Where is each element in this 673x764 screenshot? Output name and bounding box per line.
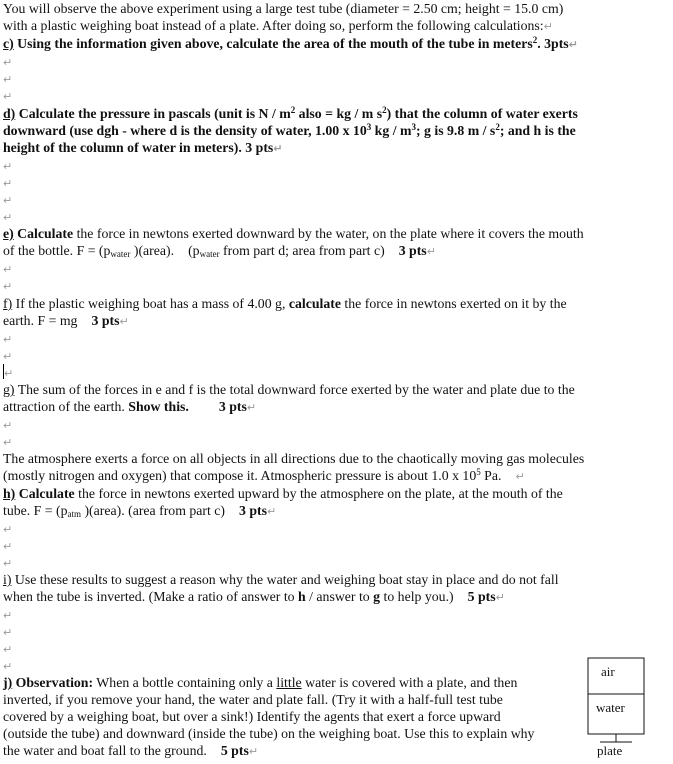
empty-line: ↵ <box>3 436 13 449</box>
question-letter: c) <box>3 36 14 51</box>
empty-line: ↵ <box>3 160 13 173</box>
empty-line: ↵ <box>3 90 13 103</box>
empty-line: ↵ <box>3 419 13 432</box>
empty-line: ↵ <box>3 540 13 553</box>
empty-line: ↵ <box>3 609 13 622</box>
empty-line: ↵ <box>3 177 13 190</box>
empty-line: ↵ <box>3 211 13 224</box>
air-label: air <box>601 664 615 679</box>
empty-line: ↵ <box>3 364 633 381</box>
document-body <box>3 0 633 760</box>
question-letter: f) <box>3 296 13 311</box>
inverted-bottle-diagram <box>586 656 646 760</box>
return-mark: ↵ <box>543 20 553 33</box>
plate-label: plate <box>597 743 623 758</box>
empty-line: ↵ <box>3 73 13 86</box>
question-g: g) The sum of the forces in e and f is the total downward force exerted by the water and plate due to the attraction of the earth. Show this. 3 pts↵ <box>3 382 575 414</box>
empty-line: ↵ <box>3 263 13 276</box>
points-label: 5 pts <box>467 589 496 604</box>
bottle-outline <box>588 658 644 734</box>
empty-line: ↵ <box>3 557 13 570</box>
intro-line-2: with a plastic weighing boat instead of a plate. After doing so, perform the following calculations:↵ <box>3 18 553 33</box>
intro-line-1: You will observe the above experiment using a large test tube (diameter = 2.50 cm; height = 15.0 cm) <box>3 1 564 16</box>
question-letter: j) <box>3 675 13 690</box>
points-label: 3 pts <box>239 503 267 518</box>
empty-line: ↵ <box>3 523 13 536</box>
question-letter: g) <box>3 382 15 397</box>
question-c: c) Using the information given above, calculate the area of the mouth of the tube in meters$^2$. 3pts↵ <box>3 35 578 51</box>
points-label: 3 pts <box>398 243 427 258</box>
points-label: 3 pts <box>91 313 120 328</box>
empty-line: ↵ <box>3 643 13 656</box>
empty-line: ↵ <box>3 56 13 69</box>
question-letter: d) <box>3 106 16 121</box>
points-label: 5 pts <box>220 743 249 758</box>
empty-line: ↵ <box>3 333 13 346</box>
question-letter: h) <box>3 486 16 501</box>
question-letter: e) <box>3 226 14 241</box>
question-letter: i) <box>3 572 12 587</box>
empty-line: ↵ <box>3 660 13 673</box>
atmosphere-paragraph: The atmosphere exerts a force on all objects in all directions due to the chaotically moving gas molecules (mostly nitrogen and oxygen) that compose it. Atmospheric pressure is about 1.0 x $10^5$ Pa. ↵ <box>3 451 585 483</box>
question-j: j) Observation: When a bottle containing only a little water is covered with a plate, and then inverted, if you remove your hand, the water and plate fall. (Try it with a half-full test tube covered by a weighing boat, but over a sink!) Identify the agents that exert a force upward (outside the tube) and downward (inside the tube) on the weighing boat. Use this to explain why the water and boat fall to the ground. 5 pts↵ <box>3 675 535 758</box>
empty-line: ↵ <box>3 280 13 293</box>
points-label: 3 pts <box>218 399 247 414</box>
question-h: h) Calculate the force in newtons exerted upward by the atmosphere on the plate, at the mouth of the tube. $F = (p_{atm}$ )(area). (area from part c) 3 pts↵ <box>3 486 563 519</box>
question-i: i) Use these results to suggest a reason why the water and weighing boat stay in place and do not fall when the tube is inverted. (Make a ratio of answer to h / answer to g to help you.) 5 pts↵ <box>3 572 559 604</box>
question-f: f) If the plastic weighing boat has a mass of 4.00 g, calculate the force in newtons exerted on it by the earth. F = mg 3 pts↵ <box>3 296 567 328</box>
empty-line: ↵ <box>3 626 13 639</box>
water-label: water <box>596 700 625 715</box>
empty-line: ↵ <box>3 350 13 363</box>
question-d: d) Calculate the pressure in pascals (unit is N / $m^2$ also = kg / m $s^2$) that the column of water exerts downward (use dgh - where d is the density of water, 1.00 x $10^3$ kg / $m^3$; g is 9.8 m / $s^2$; and h is the height of the column of water in meters). 3 pts↵ <box>3 105 578 155</box>
question-e: e) Calculate the force in newtons exerted downward by the water, on the plate where it covers the mouth of the bottle. $F = (p_{water}$ )(area). ($p_{water}$ from part d; area from part c) 3 pts↵ <box>3 226 584 259</box>
empty-line: ↵ <box>3 194 13 207</box>
